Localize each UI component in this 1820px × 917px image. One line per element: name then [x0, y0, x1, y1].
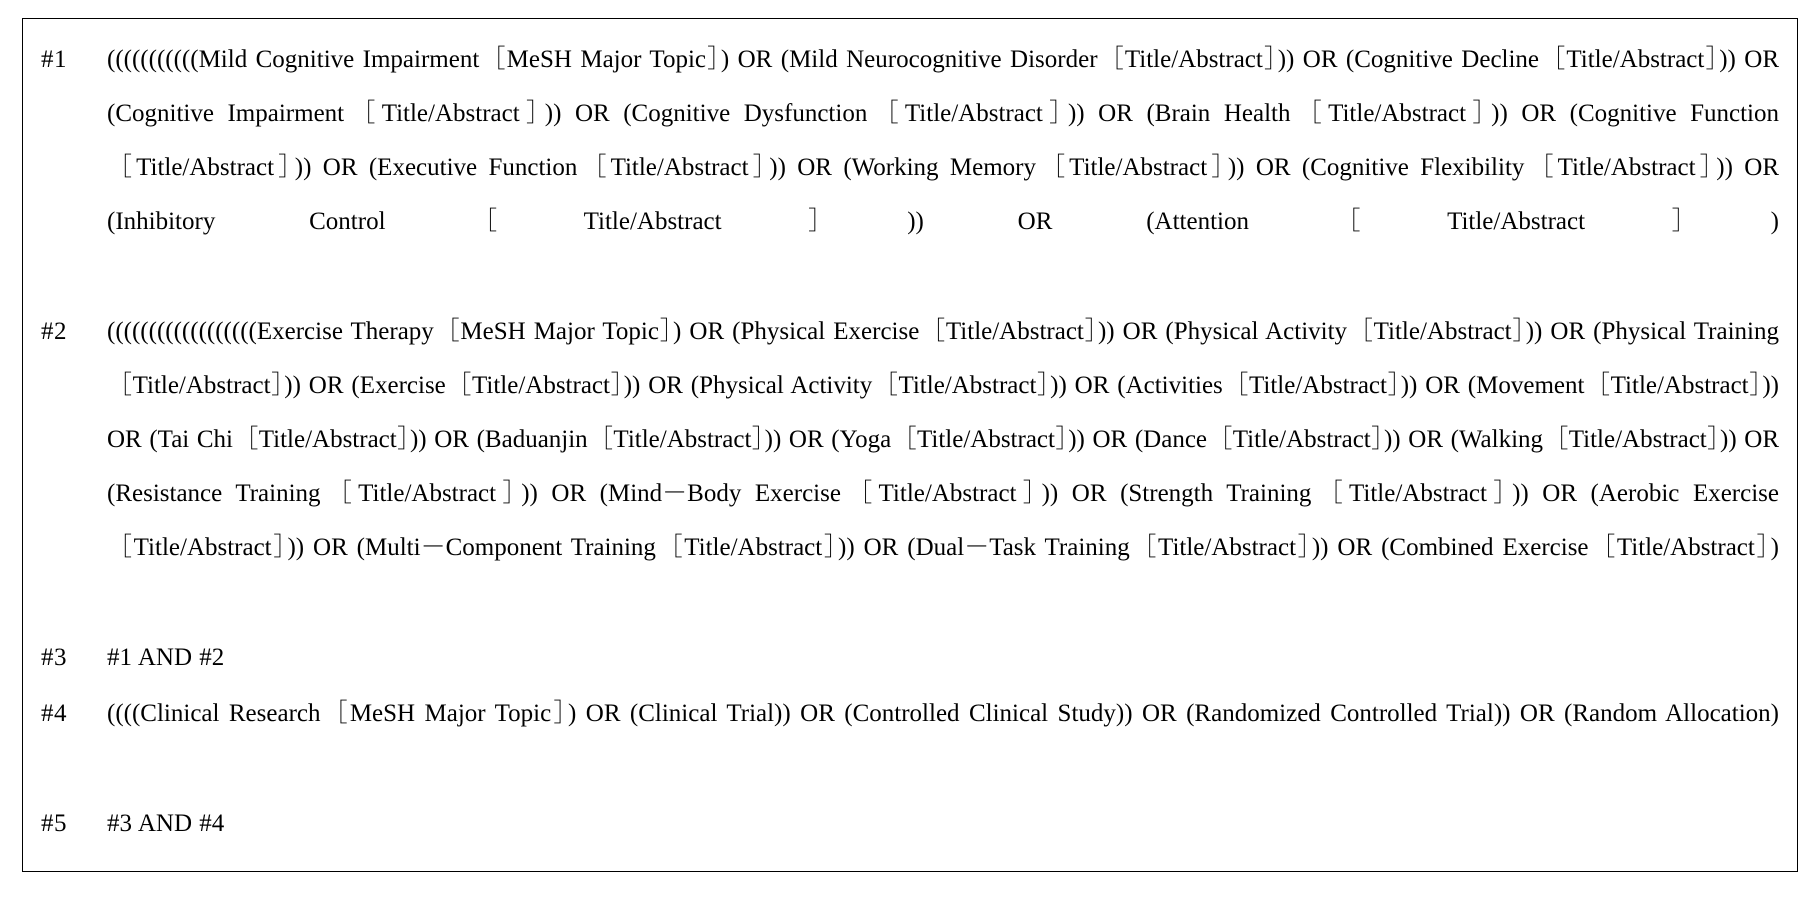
search-step-id: #2: [41, 318, 67, 345]
search-step-query: ((((Clinical Research［MeSH Major Topic］) OR (Clinical Trial)) OR (Controlled Clinical Study)) OR (Randomized Controlled Trial)) OR (Random Allocation): [107, 700, 1779, 727]
search-step-id: #5: [41, 810, 67, 837]
search-strategy-table: [22, 18, 1798, 872]
search-step-id: #3: [41, 644, 67, 671]
search-step-id: #1: [41, 46, 67, 73]
search-step-query: (((((((((((Mild Cognitive Impairment［MeSH Major Topic］) OR (Mild Neurocognitive Disorder［Title/Abstract］)) OR (Cognitive Decline［Title/Abstract］)) OR (Cognitive Impairment［Title/Abstract］)) OR (Cognitive Dysfunction［Title/Abstract］)) OR (Brain Health［Title/Abstract］)) OR (Cognitive Function［Title/Abstract］)) OR (Executive Function［Title/Abstract］)) OR (Working Memory［Title/Abstract］)) OR (Cognitive Flexibility［Title/Abstract］)) OR (Inhibitory Control［Title/Abstract］)) OR (Attention［Title/Abstract］): [107, 46, 1779, 235]
table-row: [41, 631, 1779, 685]
search-step-id: #4: [41, 700, 67, 727]
search-step-query: #3 AND #4: [107, 810, 225, 837]
search-step-query: #1 AND #2: [107, 644, 225, 671]
table-row: [41, 687, 1779, 795]
table-row: [41, 797, 1779, 851]
table-row: [41, 33, 1779, 303]
table-row: [41, 305, 1779, 629]
search-step-query: ((((((((((((((((((Exercise Therapy［MeSH Major Topic］) OR (Physical Exercise［Title/Abstract］)) OR (Physical Activity［Title/Abstract］)) OR (Physical Training ［Title/Abstract］)) OR (Exercise［Title/Abstract］)) OR (Physical Activity［Title/Abstract］)) OR (Activities［Title/Abstract］)) OR (Movement［Title/Abstract］)) OR (Tai Chi［Title/Abstract］)) OR (Baduanjin［Title/Abstract］)) OR (Yoga［Title/Abstract］)) OR (Dance［Title/Abstract］)) OR (Walking［Title/Abstract］)) OR (Resistance Training［Title/Abstract］)) OR (Mind－Body Exercise［Title/Abstract］)) OR (Strength Training［Title/Abstract］)) OR (Aerobic Exercise［Title/Abstract］)) OR (Multi－Component Training［Title/Abstract］)) OR (Dual－Task Training［Title/Abstract］)) OR (Combined Exercise［Title/Abstract］): [107, 318, 1779, 561]
